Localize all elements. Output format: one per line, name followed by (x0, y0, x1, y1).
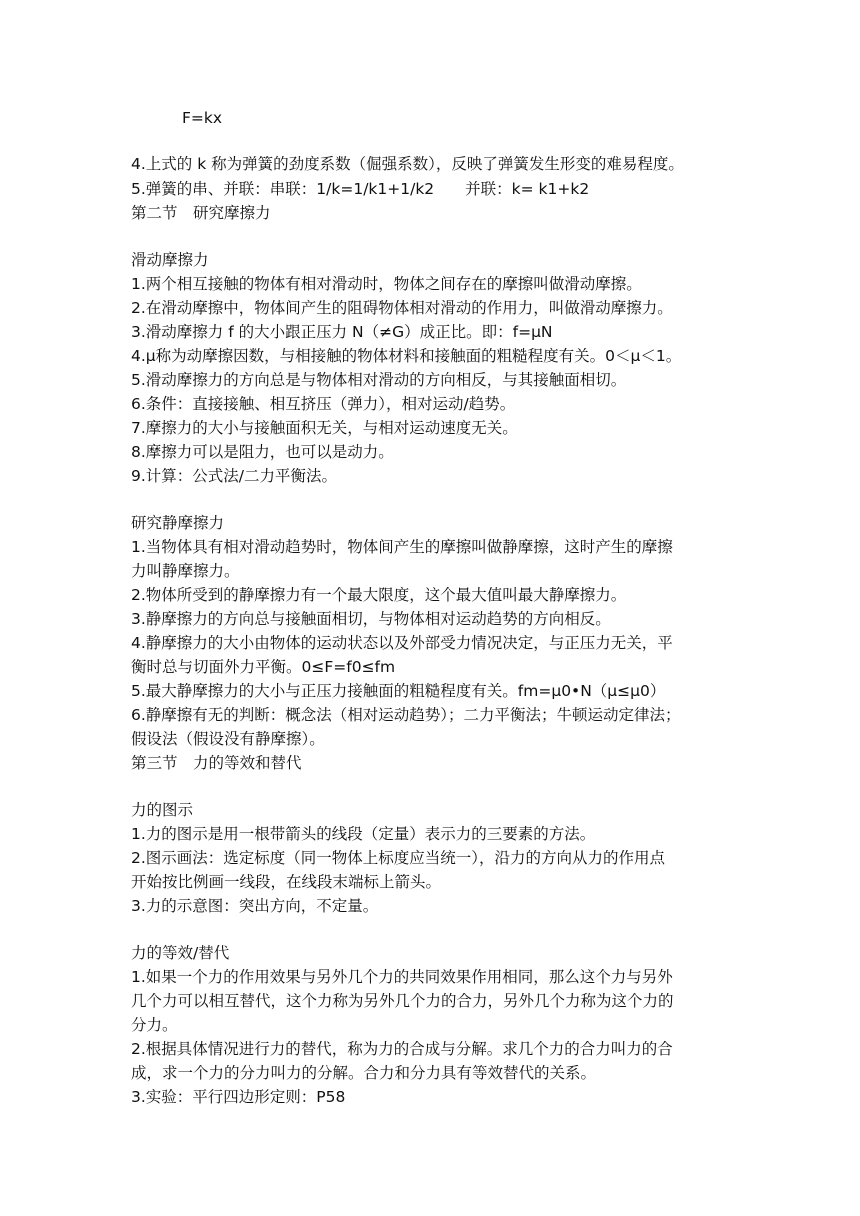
text-line: 3.实验：平行四边形定则：P58 (131, 1088, 346, 1106)
text-line: 1.力的图示是用一根带箭头的线段（定量）表示力的三要素的方法。 (131, 825, 596, 843)
text-line: 假设法（假设没有静摩擦）。 (131, 730, 325, 748)
text-line: 3.静摩擦力的方向总与接触面相切，与物体相对运动趋势的方向相反。 (131, 610, 611, 628)
text-line: 5.弹簧的串、并联：串联：1/k=1/k1+1/k2 并联：k= k1+k2 (131, 180, 590, 198)
text-line: 4.上式的 k 称为弹簧的劲度系数（倔强系数），反映了弹簧发生形变的难易程度。 (131, 155, 684, 173)
text-line: 2.物体所受到的静摩擦力有一个最大限度，这个最大值叫最大静摩擦力。 (131, 586, 627, 604)
text-line: 力叫静摩擦力。 (131, 562, 240, 580)
text-line: 2.图示画法：选定标度（同一物体上标度应当统一），沿力的方向从力的作用点 (131, 849, 666, 867)
text-line: 成，求一个力的分力叫力的分解。合力和分力具有等效替代的关系。 (131, 1064, 597, 1082)
text-line: 6.静摩擦有无的判断：概念法（相对运动趋势）；二力平衡法；牛顿运动定律法； (131, 706, 681, 724)
subsection-heading: 研究静摩擦力 (131, 514, 225, 532)
section-heading: 第二节 研究摩擦力 (131, 204, 271, 222)
text-line: 5.滑动摩擦力的方向总是与物体相对滑动的方向相反，与其接触面相切。 (131, 371, 627, 389)
text-line: 1.当物体具有相对滑动趋势时，物体间产生的摩擦叫做静摩擦，这时产生的摩擦 (131, 538, 673, 556)
text-line: 2.根据具体情况进行力的替代，称为力的合成与分解。求几个力的合力叫力的合 (131, 1040, 673, 1058)
text-line: 3.力的示意图：突出方向，不定量。 (131, 897, 379, 915)
text-line: 2.在滑动摩擦中，物体间产生的阻碍物体相对滑动的作用力，叫做滑动摩擦力。 (131, 299, 673, 317)
text-line: 1.两个相互接触的物体有相对滑动时，物体之间存在的摩擦叫做滑动摩擦。 (131, 275, 642, 293)
text-line: 1.如果一个力的作用效果与另外几个力的共同效果作用相同，那么这个力与另外 (131, 968, 673, 986)
text-line: 6.条件：直接接触、相互挤压（弹力），相对运动/趋势。 (131, 395, 516, 413)
text-line: 4.μ称为动摩擦因数，与相接触的物体材料和接触面的粗糙程度有关。0＜μ＜1。 (131, 347, 682, 365)
text-line: 开始按比例画一线段，在线段末端标上箭头。 (131, 873, 442, 891)
text-line: 7.摩擦力的大小与接触面积无关，与相对运动速度无关。 (131, 419, 518, 437)
text-line: 分力。 (131, 1016, 178, 1034)
subsection-heading: 力的等效/替代 (131, 944, 230, 962)
text-line: 8.摩擦力可以是阻力，也可以是动力。 (131, 443, 394, 461)
text-line: 3.滑动摩擦力 f 的大小跟正压力 N（≠G）成正比。即：f=μN (131, 323, 553, 341)
text-line: 衡时总与切面外力平衡。0≤F=f0≤fm (131, 658, 396, 676)
text-line: 9.计算：公式法/二力平衡法。 (131, 467, 338, 485)
text-line: 5.最大静摩擦力的大小与正压力接触面的粗糙程度有关。fm=μ0•N（μ≤μ0） (131, 682, 666, 700)
subsection-heading: 力的图示 (131, 801, 194, 819)
text-line: 几个力可以相互替代，这个力称为另外几个力的合力，另外几个力称为这个力的 (131, 992, 674, 1010)
text-line: 4.静摩擦力的大小由物体的运动状态以及外部受力情况决定，与正压力无关，平 (131, 634, 673, 652)
subsection-heading: 滑动摩擦力 (131, 251, 209, 269)
formula-line: F=kx (182, 109, 223, 127)
section-heading: 第三节 力的等效和替代 (131, 754, 302, 772)
